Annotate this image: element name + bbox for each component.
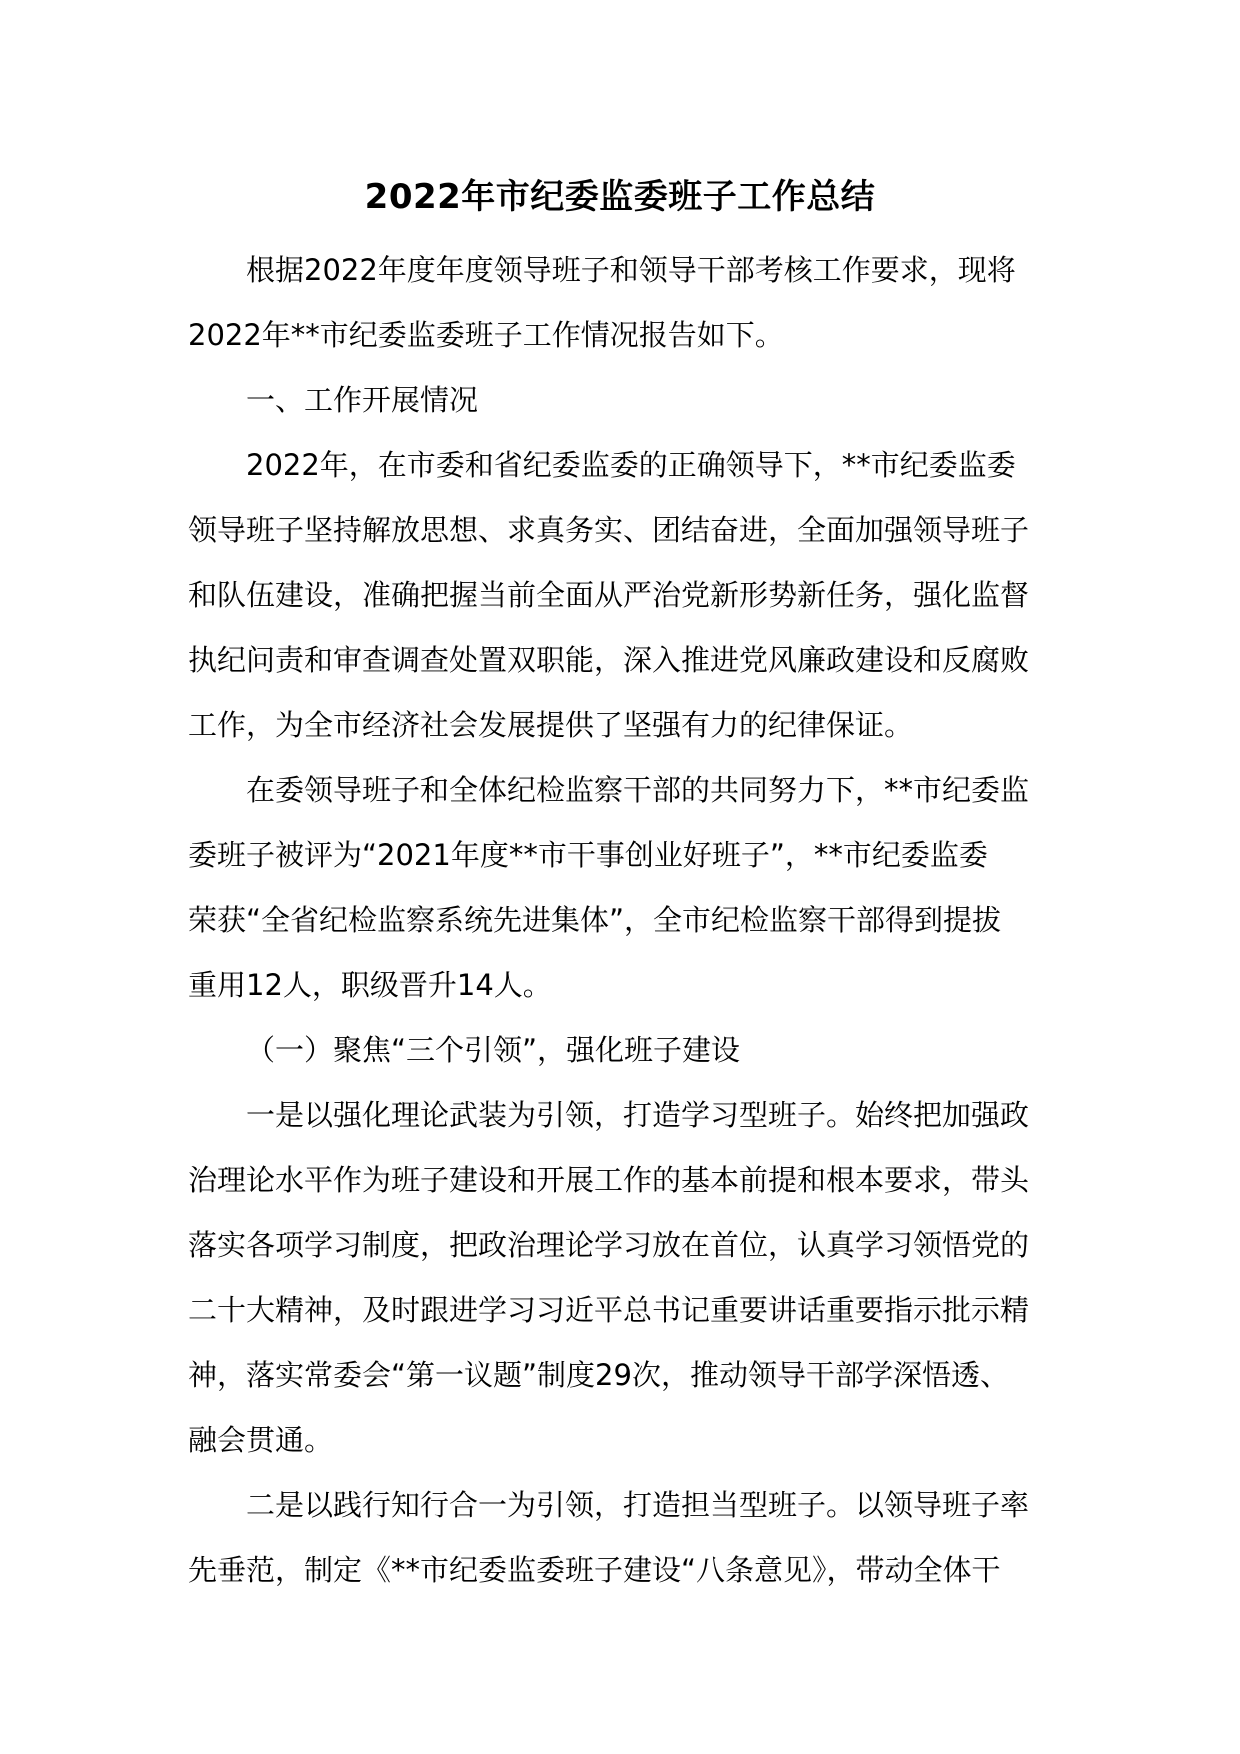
text-line: 一是以强化理论武装为引领，打造学习型班子。始终把加强政 (246, 1098, 1030, 1132)
text-line: 和队伍建设，准确把握当前全面从严治党新形势新任务，强化监督 (188, 578, 1030, 612)
document-title: 2022年市纪委监委班子工作总结 (364, 177, 876, 217)
text-line: 神，落实常委会“第一议题”制度29次，推动领导干部学深悟透、 (188, 1358, 1009, 1392)
text-line: 先垂范，制定《**市纪委监委班子建设“八条意见》，带动全体干 (188, 1553, 1001, 1587)
text-line: 二是以践行知行合一为引领，打造担当型班子。以领导班子率 (246, 1488, 1030, 1522)
text-line: 工作，为全市经济社会发展提供了坚强有力的纪律保证。 (188, 708, 914, 742)
text-line: 委班子被评为“2021年度**市干事创业好班子”，**市纪委监委 (188, 838, 988, 872)
text-line: 根据2022年度年度领导班子和领导干部考核工作要求，现将 (246, 253, 1016, 287)
text-line: 重用12人，职级晋升14人。 (188, 968, 552, 1002)
text-line: 落实各项学习制度，把政治理论学习放在首位，认真学习领悟党的 (188, 1228, 1030, 1262)
text-line: 领导班子坚持解放思想、求真务实、团结奋进，全面加强领导班子 (188, 513, 1030, 547)
subsection-heading: （一）聚焦“三个引领”，强化班子建设 (246, 1033, 741, 1067)
text-line: 在委领导班子和全体纪检监察干部的共同努力下，**市纪委监 (246, 773, 1030, 807)
text-line: 荣获“全省纪检监察系统先进集体”，全市纪检监察干部得到提拔 (188, 903, 1002, 937)
text-line: 2022年，在市委和省纪委监委的正确领导下，**市纪委监委 (246, 448, 1016, 482)
document-body (188, 238, 1060, 1603)
text-line: 治理论水平作为班子建设和开展工作的基本前提和根本要求，带头 (188, 1163, 1030, 1197)
text-line: 2022年**市纪委监委班子工作情况报告如下。 (188, 318, 784, 352)
text-line: 执纪问责和审查调查处置双职能，深入推进党风廉政建设和反腐败 (188, 643, 1030, 677)
text-line: 融会贯通。 (188, 1423, 334, 1457)
section-heading: 一、工作开展情况 (246, 383, 479, 417)
text-line: 二十大精神，及时跟进学习习近平总书记重要讲话重要指示批示精 (188, 1293, 1030, 1327)
